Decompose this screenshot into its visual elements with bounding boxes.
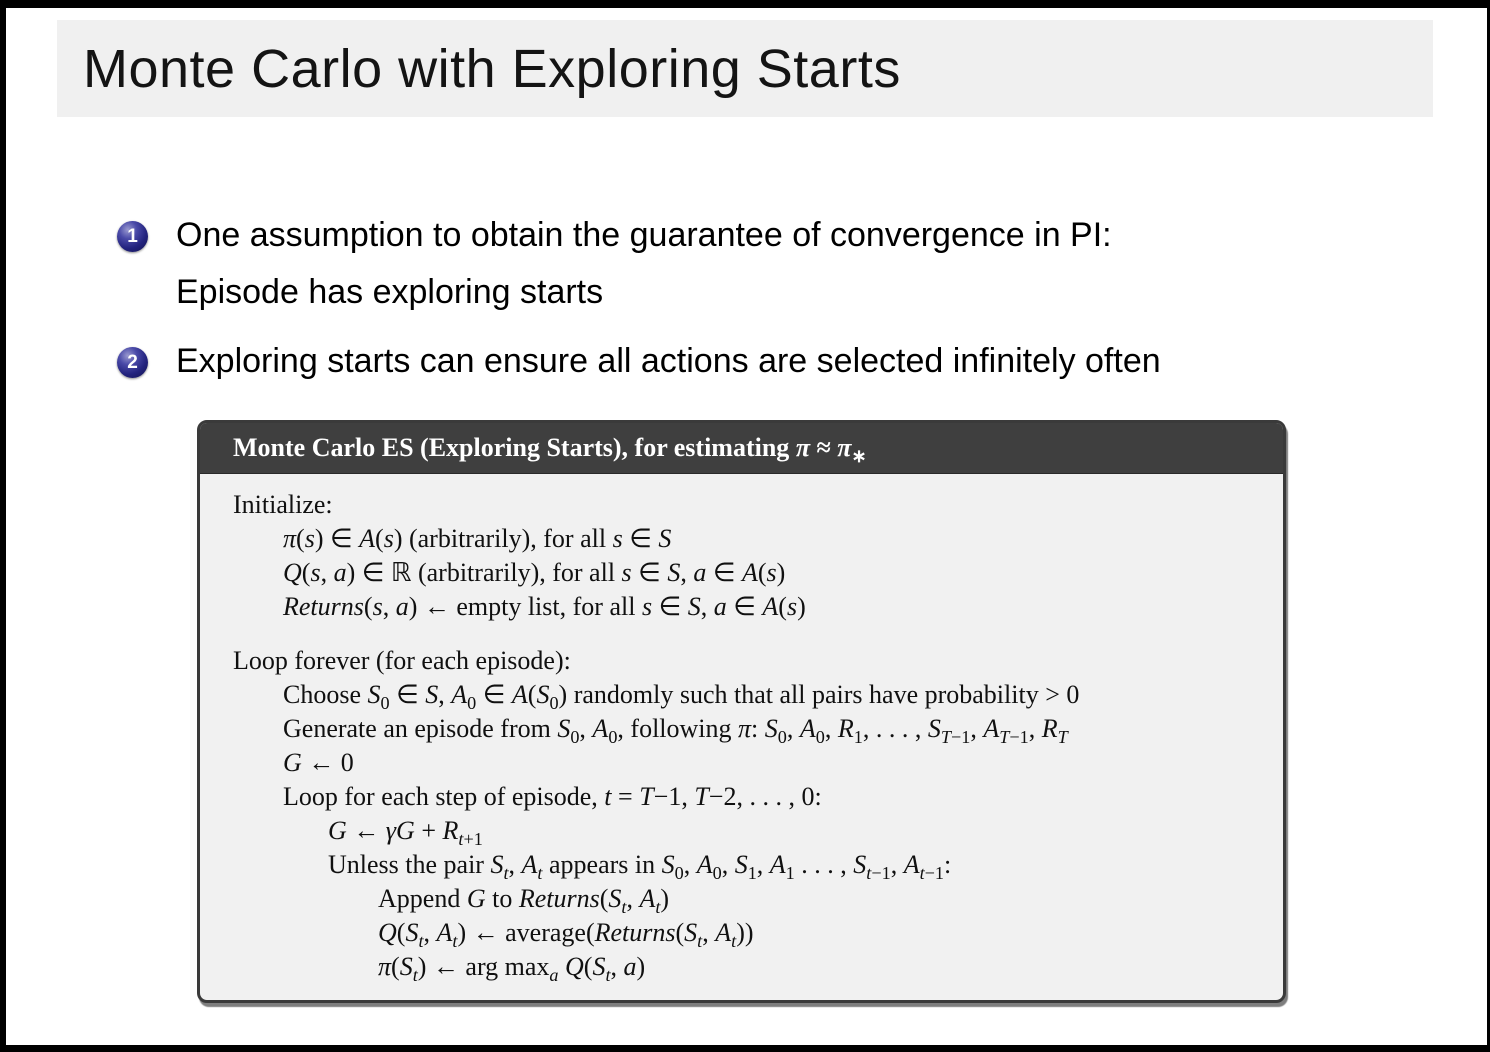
slide-title: Monte Carlo with Exploring Starts <box>83 38 901 99</box>
bullet-text-line: Exploring starts can ensure all actions are selected infinitely often <box>176 342 1161 380</box>
bullet-number-badge: 1 <box>117 221 148 252</box>
algorithm-box-header <box>200 423 1283 474</box>
algorithm-line: Generate an episode from $S_0$, $A_0$, following π: $S_0$, $A_0$, $R_1$, . . . , $S_{T-1}$, $A_{T-1}$, $R_T$ <box>283 714 1068 748</box>
algorithm-line: π(s) ∈ A(s) (arbitrarily), for all s ∈ S <box>283 524 672 553</box>
algorithm-line: Q(s, a) ∈ ℝ (arbitrarily), for all s ∈ S, a ∈ A(s) <box>283 558 786 587</box>
algorithm-line: Returns(s, a) ← empty list, for all s ∈ S, a ∈ A(s) <box>283 592 806 621</box>
algorithm-line: $Q(S_t$, $A_t$) ← $average(Returns(S_t$, $A_t$)) <box>378 918 754 952</box>
algorithm-line: Initialize: <box>233 490 333 519</box>
bullet-item <box>117 207 1437 321</box>
bullet-number-badge: 2 <box>117 347 148 378</box>
slide-title-bar <box>57 20 1433 117</box>
slide-page <box>6 8 1487 1045</box>
algorithm-line: Loop forever (for each episode): <box>233 646 571 675</box>
algorithm-box <box>197 420 1286 1003</box>
bullet-list <box>117 207 1437 402</box>
algorithm-line: G ← 0 <box>283 748 354 777</box>
algorithm-box-title: Monte Carlo ES (Exploring Starts), for estimating $\pi \approx \pi_∗$ <box>233 433 867 467</box>
bullet-text-line: Episode has exploring starts <box>176 273 604 311</box>
bullet-text <box>176 333 1161 390</box>
bullet-text-line: One assumption to obtain the guarantee of convergence in PI: <box>176 216 1112 254</box>
bullet-item <box>117 333 1437 390</box>
algorithm-line: G ← $\gamma G + R_{t+1}$ <box>328 816 483 850</box>
bullet-text <box>176 207 1112 321</box>
algorithm-line: Loop for each step of episode, t = T−1, T−2, . . . , 0: <box>283 782 822 811</box>
algorithm-line: $\pi(S_t)$ ← arg $\max_a Q(S_t$, a) <box>378 952 646 986</box>
algorithm-line: Choose $S_0$ ∈ S, $A_0$ ∈ $A(S_0)$ randomly such that all pairs have probability > 0 <box>283 680 1080 714</box>
algorithm-box-body <box>200 474 1283 984</box>
algorithm-line: Append G to $Returns(S_t$, $A_t$) <box>378 884 670 918</box>
algorithm-line: Unless the pair $S_t$, $A_t$ appears in $S_0$, $A_0$, $S_1$, $A_1$ . . . , $S_{t-1}$, $A_{t-1}$: <box>328 850 952 884</box>
